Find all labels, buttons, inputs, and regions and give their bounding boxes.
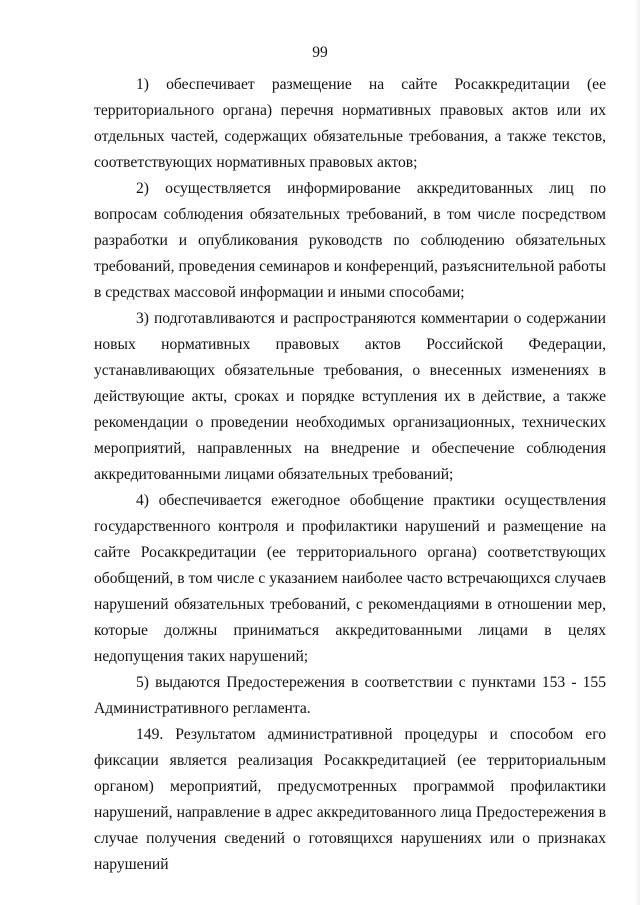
scan-edge — [634, 0, 640, 905]
paragraph-3: 3) подготавливаются и распространяются комментарии о содержании новых нормативных правовых актов Российской Федерации, устанавливающих обязательные требования, о внесенных изменениях в действующие акты, сроках и порядке вступления их в действие, а также рекомендации о проведении необходимых организационных, технических мероприятий, направленных на внедрение и обеспечение соблюдения аккредитованными лицами обязательных требований; — [94, 310, 606, 483]
paragraph-4: 4) обеспечивается ежегодное обобщение практики осуществления государственного контроля и профилактики нарушений и размещение на сайте Росаккредитации (ее территориального органа) соответствующих обобщений, в том числе с указанием наиболее часто встречающихся случаев нарушений обязательных требований, с рекомендациями в отношении мер, которые должны приниматься аккредитованными лицами в целях недопущения таких нарушений; — [94, 492, 606, 665]
paragraph-1: 1) обеспечивает размещение на сайте Росаккредитации (ее территориального органа) перечня нормативных правовых актов или их отдельных частей, содержащих обязательные требования, а также текстов, соответствующих нормативных правовых актов; — [94, 76, 606, 171]
document-body — [94, 72, 606, 878]
paragraph-2: 2) осуществляется информирование аккредитованных лиц по вопросам соблюдения обязательных требований, в том числе посредством разработки и опубликования руководств по соблюдению обязательных требований, проведения семинаров и конференций, разъяснительной работы в средствах массовой информации и иными способами; — [94, 180, 606, 301]
paragraph-149: 149. Результатом административной процедуры и способом его фиксации является реализация Росаккредитацией (ее территориальным органом) мероприятий, предусмотренных программой профилактики нарушений, направление в адрес аккредитованного лица Предостережения в случае получения сведений о готовящихся нарушениях или о признаках нарушений — [94, 726, 606, 873]
page-number: 99 — [312, 44, 328, 61]
paragraph-5: 5) выдаются Предостережения в соответствии с пунктами 153 - 155 Административного регламента. — [94, 674, 606, 717]
